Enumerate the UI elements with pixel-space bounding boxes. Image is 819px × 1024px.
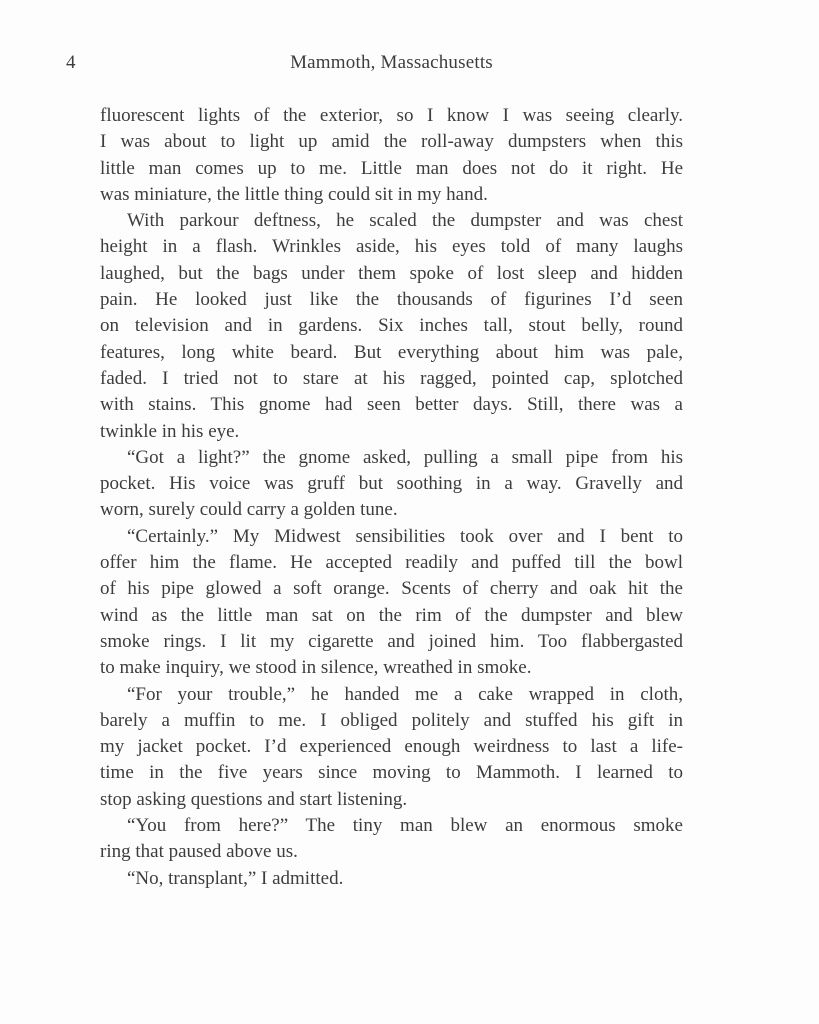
paragraph <box>100 866 683 892</box>
text-line: was miniature, the little thing could sit in my hand. <box>100 183 488 205</box>
text-line: laughed, but the bags under them spoke of lost sleep and hidden <box>100 262 683 284</box>
paragraph <box>100 813 683 866</box>
text-line: worn, surely could carry a golden tune. <box>100 499 398 521</box>
text-line: twinkle in his eye. <box>100 420 240 442</box>
text-line: of his pipe glowed a soft orange. Scents of cherry and oak hit the <box>100 578 683 600</box>
text-line: pain. He looked just like the thousands of figurines I’d seen <box>100 289 683 311</box>
text-line: smoke rings. I lit my cigarette and joined him. Too flabbergasted <box>100 630 683 652</box>
paragraph <box>100 103 683 208</box>
text-line: features, long white beard. But everything about him was pale, <box>100 341 683 363</box>
text-line: wind as the little man sat on the rim of the dumpster and blew <box>100 604 683 626</box>
text-line: With parkour deftness, he scaled the dumpster and was chest <box>127 210 683 232</box>
text-line: to make inquiry, we stood in silence, wreathed in smoke. <box>100 657 532 679</box>
text-line: offer him the flame. He accepted readily and puffed till the bowl <box>100 552 683 574</box>
text-line: little man comes up to me. Little man does not do it right. He <box>100 157 683 179</box>
paragraph <box>100 682 683 813</box>
text-line: “Certainly.” My Midwest sensibilities took over and I bent to <box>127 525 683 547</box>
page-number: 4 <box>66 52 76 73</box>
text-line: stop asking questions and start listening. <box>100 788 408 810</box>
text-line: pocket. His voice was gruff but soothing in a way. Gravelly and <box>100 473 683 495</box>
text-line: on television and in gardens. Six inches tall, stout belly, round <box>100 315 683 337</box>
text-line: “No, transplant,” I admitted. <box>127 867 344 889</box>
page-body <box>100 103 683 892</box>
text-line: ring that paused above us. <box>100 841 298 863</box>
text-line: “For your trouble,” he handed me a cake wrapped in cloth, <box>127 683 683 705</box>
paragraph <box>100 208 683 445</box>
paragraph <box>100 524 683 682</box>
text-line: with stains. This gnome had seen better days. Still, there was a <box>100 394 683 416</box>
text-line: “You from here?” The tiny man blew an enormous smoke <box>127 815 683 837</box>
running-head: Mammoth, Massachusetts <box>290 52 493 73</box>
text-line: “Got a light?” the gnome asked, pulling a small pipe from his <box>127 446 683 468</box>
paragraph <box>100 445 683 524</box>
text-line: barely a muffin to me. I obliged politely and stuffed his gift in <box>100 709 683 731</box>
text-line: I was about to light up amid the roll-away dumpsters when this <box>100 131 683 153</box>
text-line: fluorescent lights of the exterior, so I know I was seeing clearly. <box>100 105 683 126</box>
text-line: faded. I tried not to stare at his ragged, pointed cap, splotched <box>100 367 683 389</box>
text-line: time in the five years since moving to Mammoth. I learned to <box>100 762 683 784</box>
text-line: height in a flash. Wrinkles aside, his eyes told of many laughs <box>100 236 683 258</box>
text-line: my jacket pocket. I’d experienced enough weirdness to last a life- <box>100 736 683 758</box>
